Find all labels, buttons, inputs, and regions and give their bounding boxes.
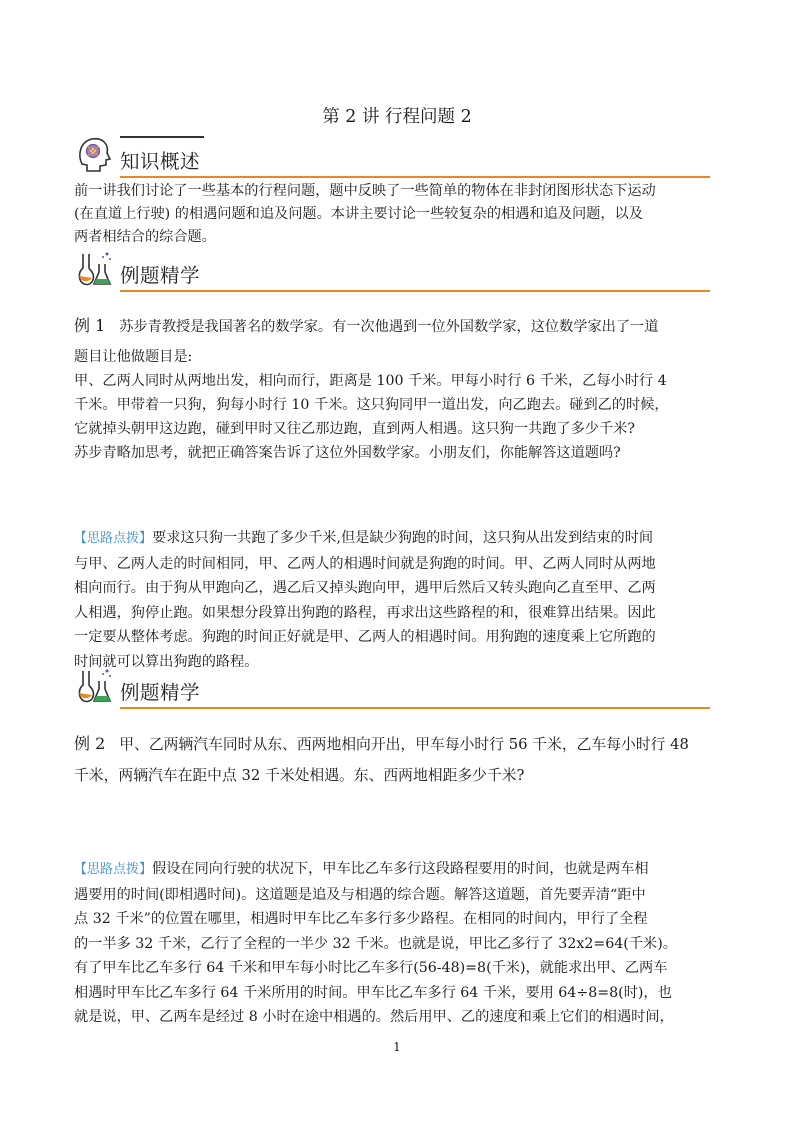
text-line: 甲、乙两人同时从两地出发，相向而行，距离是 100 千米。甲每小时行 6 千米，乙每小时行 4 [74,373,667,389]
text-line: 一定要从整体考虑。狗跑的时间正好就是甲、乙两人的相遇时间。用狗跑的速度乘上它所跑的 [74,629,656,645]
text-line: 两者相结合的综合题。 [74,229,216,245]
section-label: 知识概述 [120,150,201,173]
text-line: 苏步青略加思考，就把正确答案告诉了这位外国数学家。小朋友们，你能解答这道题吗? [74,445,621,461]
section-label: 例题精学 [120,681,201,704]
text-line: 时间就可以算出狗跑的路程。 [74,653,259,670]
head-gear-icon [74,134,114,174]
text-line: 千米，两辆汽车在距中点 32 千米处相遇。东、西两地相距多少千米? [74,767,525,784]
section-underline [120,176,710,178]
section-header-example1 [74,248,710,292]
text-line: 的一半多 32 千米，乙行了全程的一半少 32 千米。也就是说，甲比乙多行了 32x2=64(千米)。 [74,935,677,952]
example1-label: 例 1 [74,316,106,335]
text-line: (在直道上行驶) 的相遇问题和追及问题。本讲主要讨论一些较复杂的相遇和追及问题，以及 [74,206,643,222]
example1-block [74,314,720,465]
example2-block [74,728,720,791]
text-line: 相遇时甲车比乙车多行 64 千米所用的时间。甲车比乙车多行 64 千米，要用 64÷8=8(时)，也 [74,984,672,1001]
text-line: 千米。甲带着一只狗，狗每小时行 10 千米。这只狗同甲一道出发，向乙跑去。碰到乙的时候， [74,397,669,413]
page-number: 1 [393,1040,401,1054]
hint2-first-line [74,857,720,883]
text-line: 前一讲我们讨论了一些基本的行程问题，题中反映了一些简单的物体在非封闭图形状态下运动 [74,183,656,199]
hint-tag: 【思路点拨】 [74,862,153,877]
flask-icon [74,248,114,288]
text-line: 它就掉头朝甲这边跑，碰到甲时又往乙那边跑，直到两人相遇。这只狗一共跑了多少千米? [74,421,635,437]
section-underline [120,707,710,709]
text-line: 要求这只狗一共跑了多少千米,但是缺少狗跑的时间，这只狗从出发到结束的时间 [152,530,654,546]
example1-first-line [74,314,720,339]
hint1-block [74,526,720,674]
text-line: 点 32 千米”的位置在哪里，相遇时甲车比乙车多行多少路程。在相同的时间内，甲行了全程 [74,911,648,927]
text-line: 有了甲车比乙车多行 64 千米和甲车每小时比乙车多行(56-48)=8(千米)，就能求出甲、乙两车 [74,960,668,976]
text-line: 遇要用的时间(即相遇时间)。这道题是追及与相遇的综合题。解答这道题，首先要弄清“距中 [74,886,646,903]
hint-tag: 【思路点拨】 [74,531,153,546]
flask-icon [74,665,114,705]
hint1-first-line [74,526,720,552]
text-line: 人相遇，狗停止跑。如果想分段算出狗跑的路程，再求出这些路程的和，很难算出结果。因此 [74,604,656,621]
text-line: 就是说，甲、乙两车是经过 8 小时在途中相遇的。然后用甲、乙的速度和乘上它们的相遇时间， [74,1009,674,1025]
page-title: 第 2 讲 行程问题 2 [322,107,472,127]
section-underline [120,290,710,292]
section-header-knowledge [74,134,710,178]
text-line: 甲、乙两辆汽车同时从东、西两地相向开出，甲车每小时行 56 千米，乙车每小时行 48 [119,736,689,753]
text-line: 相向而行。由于狗从甲跑向乙，遇乙后又掉头跑向甲，遇甲后然后又转头跑向乙直至甲、乙两 [74,580,656,596]
example2-first-line [74,728,720,760]
text-line: 苏步青教授是我国著名的数学家。有一次他遇到一位外国数学家，这位数学家出了一道 [119,319,659,335]
header-topline [120,136,204,138]
section-label: 例题精学 [120,264,201,287]
text-line: 假设在同向行驶的状况下，甲车比乙车多行这段路程要用的时间，也就是两车相 [152,861,649,877]
hint2-block [74,857,720,1030]
text-line: 题目让他做题目是: [74,349,193,365]
knowledge-paragraph [74,180,720,249]
text-line: 与甲、乙两人走的时间相同，甲、乙两人的相遇时间就是狗跑的时间。甲、乙两人同时从两地 [74,555,656,572]
section-header-example2 [74,665,710,709]
example2-label: 例 2 [74,734,106,753]
